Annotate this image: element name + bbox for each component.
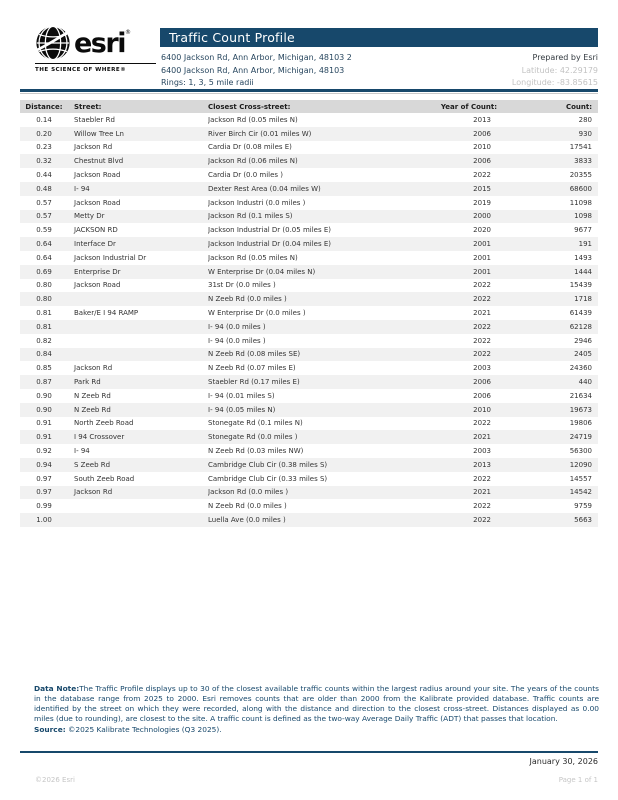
latitude-value: Latitude: 42.29179 — [521, 65, 598, 75]
cell-distance: 0.20 — [36, 129, 52, 138]
cell-cross-street: W Enterprise Dr (0.0 miles ) — [208, 309, 306, 318]
esri-wordmark-text: esri — [74, 27, 125, 59]
table-row — [20, 348, 598, 362]
data-note — [34, 684, 599, 735]
page-number: Page 1 of 1 — [558, 776, 598, 784]
table-row — [20, 265, 598, 279]
cell-count: 1444 — [574, 267, 592, 276]
cell-year: 2003 — [473, 447, 491, 456]
cell-distance: 0.84 — [36, 350, 52, 359]
source-label: Source: — [34, 724, 66, 734]
cell-cross-street: N Zeeb Rd (0.08 miles SE) — [208, 350, 301, 359]
cell-street: Staebler Rd — [74, 115, 115, 124]
cell-year: 2021 — [473, 433, 491, 442]
table-row — [20, 472, 598, 486]
cell-cross-street: Stonegate Rd (0.0 miles ) — [208, 433, 298, 442]
table-row — [20, 237, 598, 251]
cell-year: 2001 — [473, 240, 491, 249]
cell-year: 2006 — [473, 378, 491, 387]
cell-count: 17541 — [569, 143, 592, 152]
table-row — [20, 279, 598, 293]
cell-count: 1493 — [574, 253, 592, 262]
cell-distance: 0.64 — [36, 253, 52, 262]
table-row — [20, 223, 598, 237]
copyright-text: ©2026 Esri — [35, 776, 75, 784]
col-header-year: Year of Count: — [440, 102, 497, 111]
cell-street: I- 94 — [74, 447, 90, 456]
table-row — [20, 320, 598, 334]
esri-wordmark — [74, 27, 131, 59]
source-text: ©2025 Kalibrate Technologies (Q3 2025). — [65, 724, 222, 734]
cell-street: Baker/E I 94 RAMP — [74, 309, 139, 318]
table-row — [20, 127, 598, 141]
cell-year: 2022 — [473, 295, 491, 304]
cell-year: 2013 — [473, 460, 491, 469]
cell-count: 930 — [578, 129, 592, 138]
cell-year: 2006 — [473, 129, 491, 138]
cell-cross-street: Stonegate Rd (0.1 miles N) — [208, 419, 303, 428]
table-row — [20, 430, 598, 444]
cell-count: 24719 — [569, 433, 592, 442]
cell-distance: 1.00 — [36, 516, 52, 524]
table-row — [20, 196, 598, 210]
cell-count: 21634 — [569, 391, 592, 400]
cell-cross-street: Cardia Dr (0.08 miles E) — [208, 143, 292, 152]
cell-count: 280 — [578, 115, 592, 124]
cell-street: Jackson Road — [74, 281, 121, 290]
cell-year: 2010 — [473, 143, 491, 152]
esri-globe-icon — [35, 25, 71, 61]
cell-year: 2021 — [473, 488, 491, 497]
table-body — [20, 113, 598, 527]
cell-count: 24360 — [569, 364, 592, 373]
table-row — [20, 210, 598, 224]
cell-year: 2000 — [473, 212, 491, 221]
cell-street: N Zeeb Rd — [74, 391, 111, 400]
table-row — [20, 306, 598, 320]
cell-distance: 0.99 — [36, 502, 52, 511]
cell-count: 20355 — [569, 171, 592, 180]
cell-distance: 0.81 — [36, 309, 52, 318]
cell-count: 9759 — [574, 502, 592, 511]
cell-count: 62128 — [569, 322, 592, 331]
table-row — [20, 389, 598, 403]
data-note-paragraph — [34, 684, 599, 725]
cell-year: 2013 — [473, 115, 491, 124]
cell-street: I- 94 — [74, 184, 90, 193]
cell-distance: 0.90 — [36, 405, 52, 414]
cell-count: 11098 — [569, 198, 592, 207]
report-date: January 30, 2026 — [529, 757, 598, 766]
cell-cross-street: I- 94 (0.05 miles N) — [208, 405, 276, 414]
cell-count: 440 — [578, 378, 592, 387]
cell-street: Jackson Rd — [74, 143, 113, 152]
cell-street: Metty Dr — [74, 212, 105, 221]
cell-year: 2015 — [473, 184, 491, 193]
cell-count: 14542 — [569, 488, 592, 497]
cell-distance: 0.85 — [36, 364, 52, 373]
cell-year: 2006 — [473, 391, 491, 400]
header-divider — [20, 89, 598, 94]
table-row — [20, 361, 598, 375]
table-row — [20, 334, 598, 348]
table-row — [20, 154, 598, 168]
cell-count: 12090 — [569, 460, 592, 469]
table-row — [20, 292, 598, 306]
data-note-label: Data Note: — [34, 684, 80, 693]
cell-cross-street: N Zeeb Rd (0.0 miles ) — [208, 502, 287, 511]
esri-logo — [35, 25, 156, 73]
cell-year: 2019 — [473, 198, 491, 207]
esri-tagline: THE SCIENCE OF WHERE® — [35, 66, 127, 73]
cell-distance: 0.57 — [36, 212, 52, 221]
cell-distance: 0.97 — [36, 474, 52, 483]
cell-street: Jackson Road — [74, 171, 121, 180]
cell-cross-street: Cambridge Club Cir (0.38 miles S) — [208, 460, 328, 469]
cell-distance: 0.64 — [36, 240, 52, 249]
cell-count: 1718 — [574, 295, 592, 304]
table-row — [20, 444, 598, 458]
cell-year: 2001 — [473, 267, 491, 276]
table-row — [20, 375, 598, 389]
cell-cross-street: Cambridge Club Cir (0.33 miles S) — [208, 474, 328, 483]
table-row — [20, 486, 598, 500]
cell-year: 2021 — [473, 309, 491, 318]
cell-cross-street: Staebler Rd (0.17 miles E) — [208, 378, 300, 387]
cell-street: Chestnut Blvd — [74, 157, 124, 166]
cell-street: Jackson Rd — [74, 364, 113, 373]
cell-year: 2001 — [473, 253, 491, 262]
cell-cross-street: Cardia Dr (0.0 miles ) — [208, 171, 284, 180]
cell-cross-street: Luella Ave (0.0 miles ) — [208, 516, 286, 524]
cell-count: 19673 — [569, 405, 592, 414]
cell-count: 2946 — [574, 336, 592, 345]
cell-cross-street: N Zeeb Rd (0.07 miles E) — [208, 364, 296, 373]
cell-distance: 0.91 — [36, 433, 52, 442]
cell-distance: 0.92 — [36, 447, 52, 456]
cell-cross-street: Jackson Rd (0.06 miles N) — [208, 157, 298, 166]
cell-cross-street: Jackson Rd (0.1 miles S) — [208, 212, 293, 221]
cell-distance: 0.87 — [36, 378, 52, 387]
site-address-block — [161, 52, 352, 90]
page-title: Traffic Count Profile — [169, 30, 295, 45]
table-row — [20, 251, 598, 265]
cell-street: Jackson Industrial Dr — [74, 253, 147, 262]
cell-street: Park Rd — [74, 378, 101, 387]
cell-street: I 94 Crossover — [74, 433, 125, 442]
prepared-by-block — [512, 52, 598, 90]
cell-year: 2006 — [473, 157, 491, 166]
table-row — [20, 141, 598, 155]
cell-cross-street: N Zeeb Rd (0.0 miles ) — [208, 295, 287, 304]
cell-year: 2010 — [473, 405, 491, 414]
cell-distance: 0.82 — [36, 336, 52, 345]
col-header-street: Street: — [74, 102, 102, 111]
cell-cross-street: I- 94 (0.0 miles ) — [208, 322, 266, 331]
table-header-row — [20, 100, 598, 113]
cell-cross-street: Jackson Rd (0.0 miles ) — [208, 488, 289, 497]
address-line-2: 6400 Jackson Rd, Ann Arbor, Michigan, 48103 — [161, 65, 345, 75]
cell-street: Interface Dr — [74, 240, 116, 249]
cell-cross-street: Dexter Rest Area (0.04 miles W) — [208, 184, 321, 193]
cell-count: 68600 — [569, 184, 592, 193]
cell-count: 9677 — [574, 226, 592, 235]
cell-year: 2022 — [473, 502, 491, 511]
table-row — [20, 458, 598, 472]
report-title-bar — [160, 28, 598, 47]
cell-cross-street: W Enterprise Dr (0.04 miles N) — [208, 267, 316, 276]
col-header-cross-street: Closest Cross-street: — [208, 102, 291, 111]
cell-street: South Zeeb Road — [74, 474, 135, 483]
address-line-1: 6400 Jackson Rd, Ann Arbor, Michigan, 48103 2 — [161, 53, 352, 62]
cell-count: 61439 — [569, 309, 592, 318]
cell-street: JACKSON RD — [74, 226, 118, 235]
page-footer — [35, 776, 598, 784]
esri-logo-row — [35, 25, 156, 64]
cell-distance: 0.14 — [36, 115, 52, 124]
table-row — [20, 168, 598, 182]
cell-cross-street: Jackson Industrial Dr (0.04 miles E) — [208, 240, 331, 249]
col-header-distance: Distance: — [25, 102, 63, 111]
cell-year: 2022 — [473, 322, 491, 331]
table-row — [20, 417, 598, 431]
cell-count: 5663 — [574, 516, 592, 524]
cell-street: Enterprise Dr — [74, 267, 121, 276]
cell-year: 2022 — [473, 474, 491, 483]
cell-count: 2405 — [574, 350, 592, 359]
table-row — [20, 499, 598, 513]
cell-count: 3833 — [574, 157, 592, 166]
cell-year: 2022 — [473, 336, 491, 345]
cell-street: North Zeeb Road — [74, 419, 134, 428]
cell-cross-street: I- 94 (0.0 miles ) — [208, 336, 266, 345]
table-row — [20, 403, 598, 417]
cell-year: 2020 — [473, 226, 491, 235]
table-row — [20, 113, 598, 127]
footer-divider — [20, 751, 598, 753]
cell-count: 191 — [578, 240, 592, 249]
source-paragraph — [34, 725, 599, 735]
cell-distance: 0.32 — [36, 157, 52, 166]
table-row — [20, 182, 598, 196]
cell-street: Jackson Rd — [74, 488, 113, 497]
prepared-by: Prepared by Esri — [532, 53, 598, 62]
cell-cross-street: Jackson Industri (0.0 miles ) — [208, 198, 306, 207]
cell-distance: 0.48 — [36, 184, 52, 193]
cell-count: 56300 — [569, 447, 592, 456]
cell-year: 2022 — [473, 350, 491, 359]
col-header-count: Count: — [565, 102, 592, 111]
cell-distance: 0.91 — [36, 419, 52, 428]
cell-cross-street: Jackson Industrial Dr (0.05 miles E) — [208, 226, 331, 235]
longitude-value: Longitude: -83.85615 — [511, 78, 598, 88]
cell-street: S Zeeb Rd — [74, 460, 111, 469]
cell-distance: 0.97 — [36, 488, 52, 497]
cell-cross-street: I- 94 (0.01 miles S) — [208, 391, 275, 400]
table-row — [20, 513, 598, 527]
cell-distance: 0.44 — [36, 171, 52, 180]
data-note-text: The Traffic Profile displays up to 30 of the closest available traffic counts within the largest radius around your site. The years of the counts in the database range from 2025 to 2000. Esri removes counts that are older than 2000 from the Kalibrate provided database. Traffic counts are identified by the street on which they were recorded, along with the distance and direction to the closest cross-street. Distances displayed as 0.00 miles (due to rounding), are closest to the site. A traffic count is defined as the two-way Average Daily Traffic (ADT) that passes that location. — [34, 684, 599, 724]
cell-distance: 0.81 — [36, 322, 52, 331]
cell-year: 2003 — [473, 364, 491, 373]
esri-trademark: ® — [124, 28, 131, 36]
cell-street: N Zeeb Rd — [74, 405, 111, 414]
cell-count: 14557 — [569, 474, 592, 483]
cell-count: 15439 — [569, 281, 592, 290]
cell-street: Jackson Road — [74, 198, 121, 207]
cell-cross-street: River Birch Cir (0.01 miles W) — [208, 129, 312, 138]
cell-distance: 0.80 — [36, 281, 52, 290]
cell-distance: 0.57 — [36, 198, 52, 207]
traffic-count-table — [20, 100, 598, 527]
cell-distance: 0.94 — [36, 460, 52, 469]
cell-count: 1098 — [574, 212, 592, 221]
cell-cross-street: 31st Dr (0.0 miles ) — [208, 281, 276, 290]
cell-street: Willow Tree Ln — [74, 129, 124, 138]
cell-cross-street: N Zeeb Rd (0.03 miles NW) — [208, 447, 304, 456]
cell-year: 2022 — [473, 516, 491, 524]
cell-distance: 0.59 — [36, 226, 52, 235]
cell-distance: 0.23 — [36, 143, 52, 152]
cell-distance: 0.80 — [36, 295, 52, 304]
cell-cross-street: Jackson Rd (0.05 miles N) — [208, 253, 298, 262]
cell-year: 2022 — [473, 419, 491, 428]
cell-year: 2022 — [473, 171, 491, 180]
cell-distance: 0.90 — [36, 391, 52, 400]
cell-count: 19806 — [569, 419, 592, 428]
cell-cross-street: Jackson Rd (0.05 miles N) — [208, 115, 298, 124]
cell-distance: 0.69 — [36, 267, 52, 276]
rings-line: Rings: 1, 3, 5 mile radii — [161, 78, 254, 88]
cell-year: 2022 — [473, 281, 491, 290]
